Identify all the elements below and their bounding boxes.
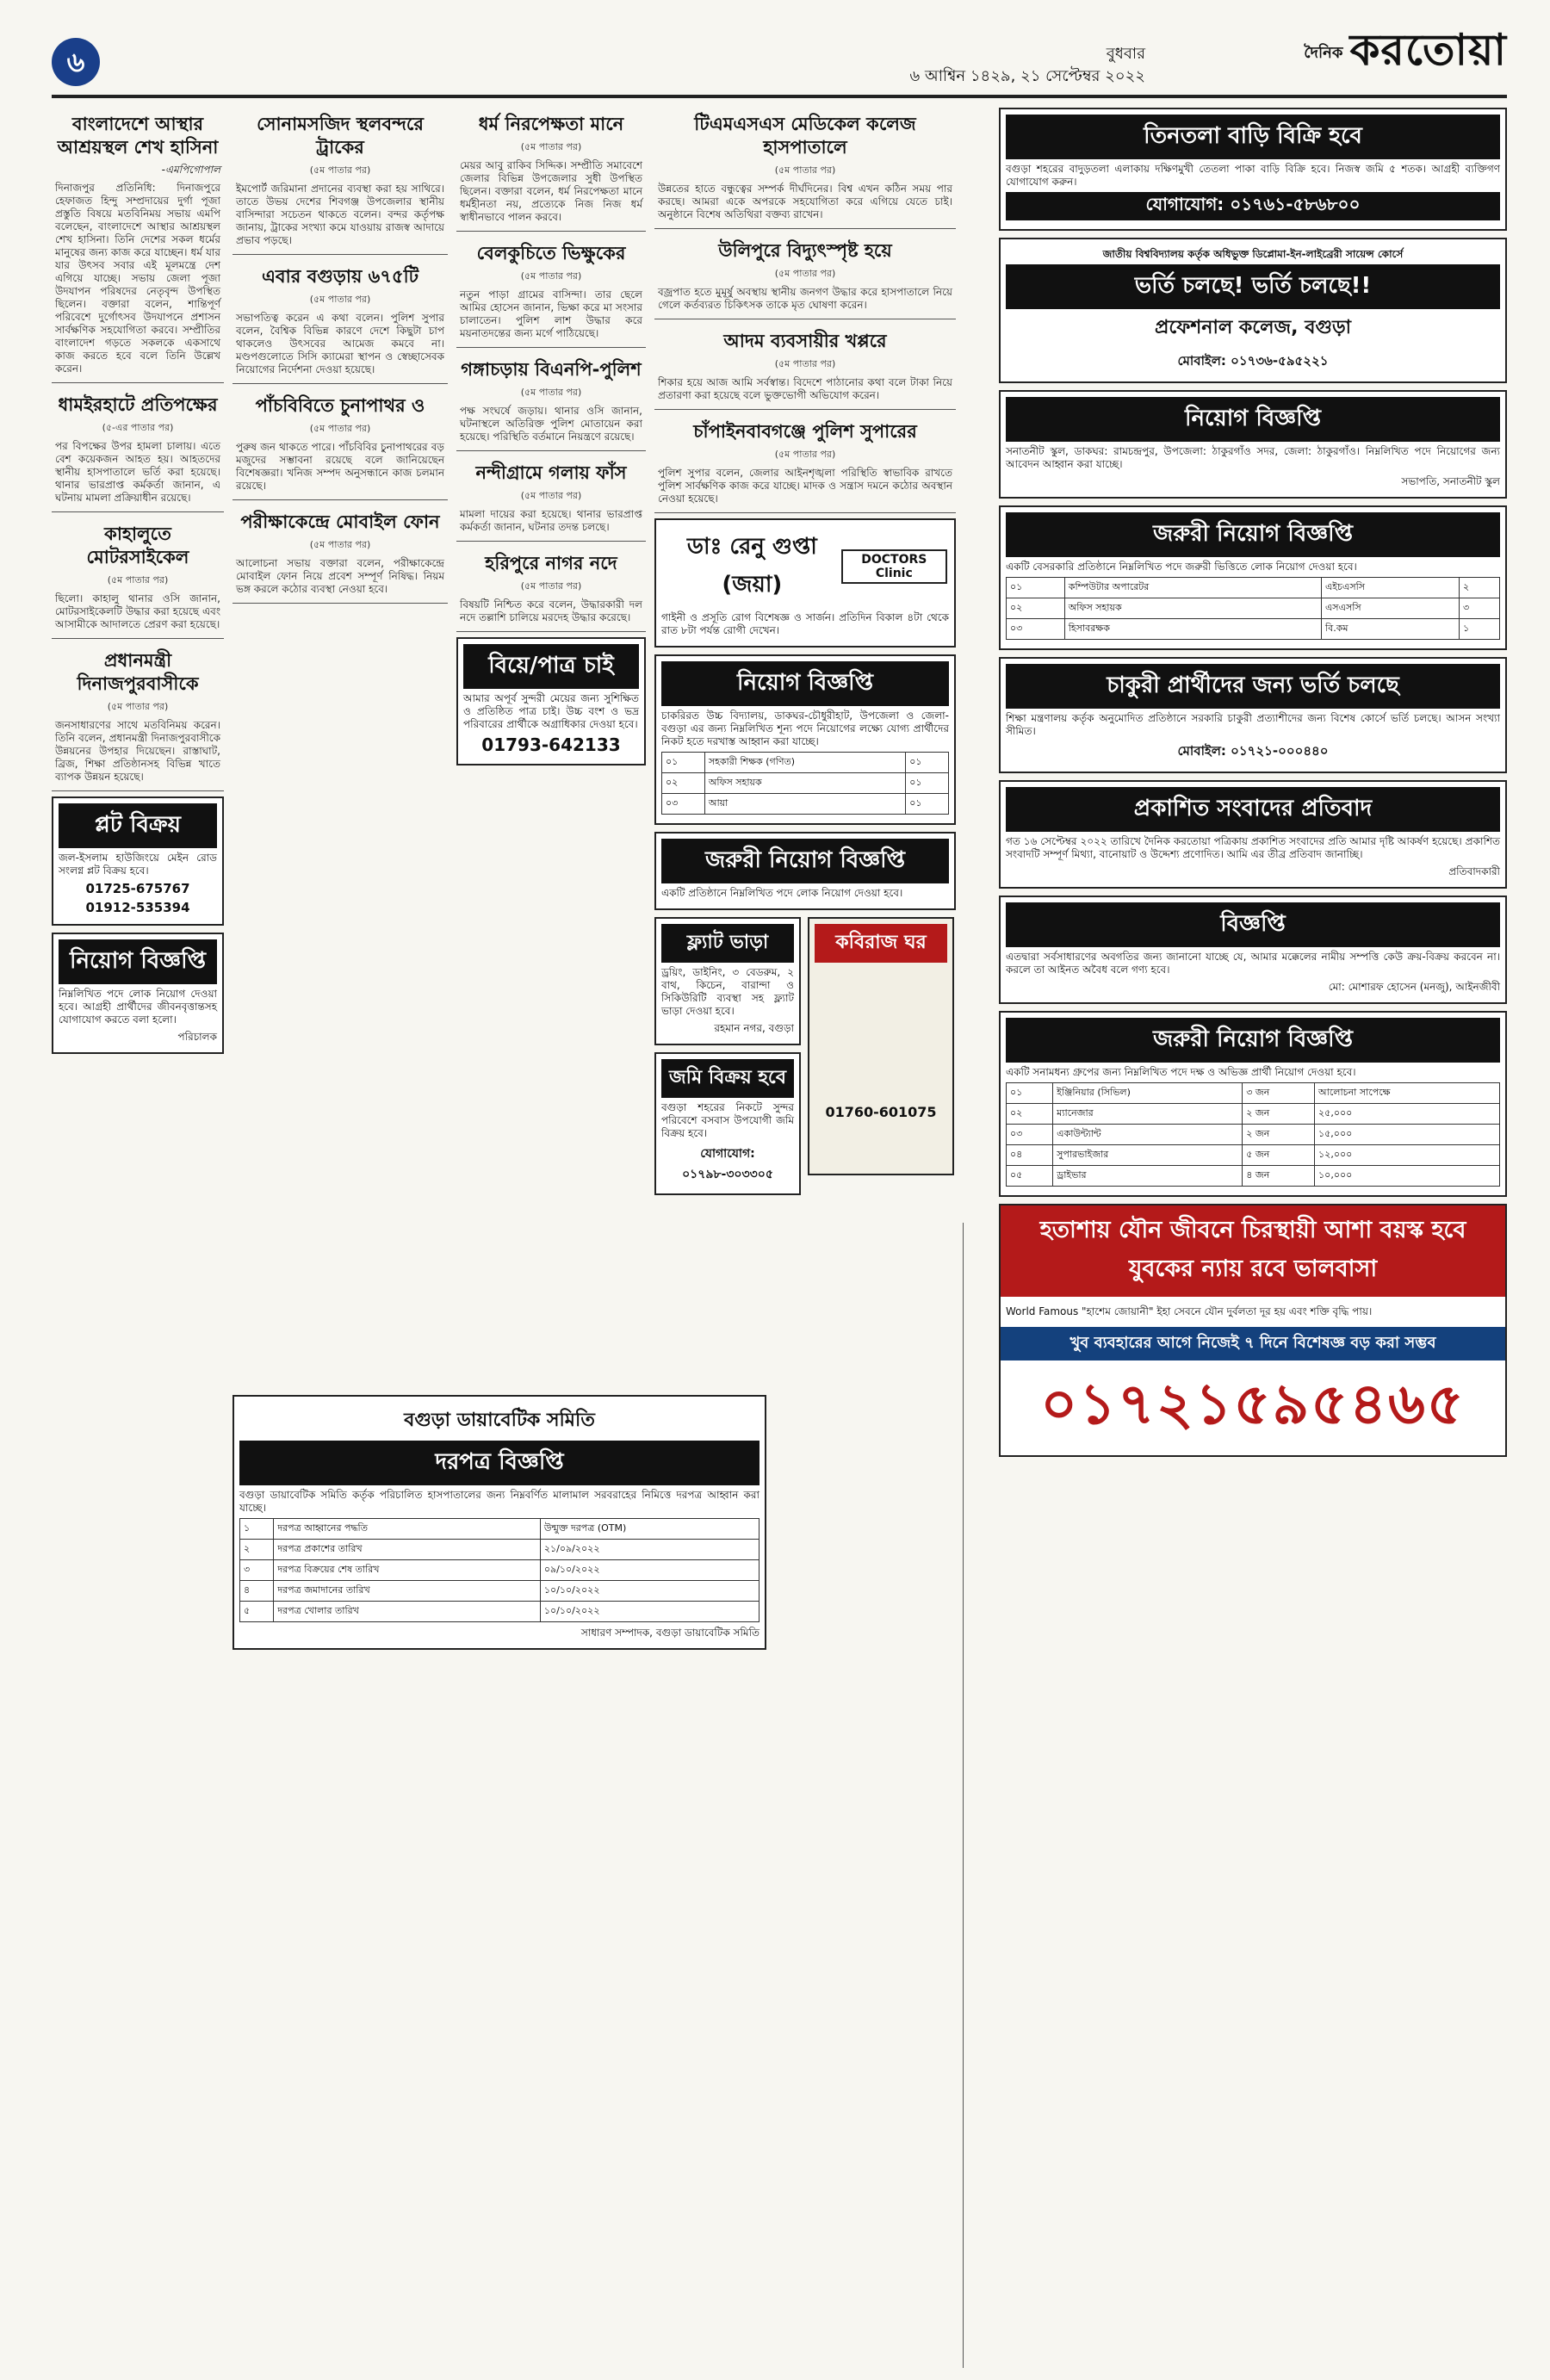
logo-big-text: করতোয়া (1349, 25, 1507, 75)
story-title: টিএমএসএস মেডিকেল কলেজ হাসপাতালে (694, 114, 916, 158)
table-cell: ০২ (662, 773, 705, 794)
table-row (240, 1540, 760, 1560)
continuation-note: (৫ম পাতার পর) (309, 164, 371, 176)
table-cell: ০১ (906, 773, 949, 794)
ad-body: একটি প্রতিষ্ঠানে নিম্নলিখিত পদে লোক নিয়োগ দেওয়া হবে। (661, 887, 903, 899)
story-body: উন্নতের হাতে বন্ধুত্বের সম্পর্ক দীর্ঘদিনের। বিশ্ব এখন কঠিন সময় পার করছে। আমরা একে অপরকে সহযোগিতা করে এগিয়ে যেতে চাই। অনুষ্ঠানে বিশেষ অতিথিরা বক্তব্য রাখেন। (658, 183, 952, 220)
ad-title: জমি বিক্রয় হবে (661, 1059, 794, 1098)
story-body: বজ্রপাত হতে মুমূর্ষু অবস্থায় স্থানীয় জনগণ উদ্ধার করে হাসপাতালে নিয়ে গেলে কর্তব্যরত চিকিৎসক তাকে মৃত ঘোষণা করেন। (658, 286, 952, 311)
story-title: গঙ্গাচড়ায় বিএনপি-পুলিশ (461, 359, 642, 380)
kabiraj-ad (808, 917, 954, 1175)
table-cell: ২ (1460, 578, 1500, 598)
institute-name: প্রফেশনাল কলেজ, বগুড়া (1154, 317, 1352, 338)
story (654, 108, 956, 229)
table-cell: ০৫ (1007, 1166, 1053, 1187)
ad-phone: ০১৭২১৫৯৫৪৬৫ (1040, 1371, 1466, 1437)
job-ad (999, 1011, 1507, 1197)
continuation-note: (৫ম পাতার পর) (309, 539, 371, 550)
table-cell: এইচএসসি (1321, 578, 1459, 598)
story-body: ছিলো। কাহালু থানার ওসি জানান, মোটরসাইকেলটি উদ্ধার করা হয়েছে এবং আসামীকে আদালতে প্রেরণ করা হয়েছে। (55, 592, 220, 630)
table-cell: ১ (1460, 619, 1500, 640)
page-number: ৬ (52, 38, 100, 86)
story-title: পাঁচবিবিতে চুনাপাথর ও (255, 395, 425, 416)
story-body: পক্ষ সংঘর্ষে জড়ায়। থানার ওসি জানান, ঘটনাস্থলে অতিরিক্ত পুলিশ মোতায়েন করা হয়েছে। পরিস্থিতি বর্তমানে নিয়ন্ত্রণে রয়েছে। (460, 405, 642, 443)
ad-phone: যোগাযোগ: ০১৭৯৮-৩০৩৩০৫ (682, 1147, 773, 1181)
continuation-note: (৫-এর পাতার পর) (102, 422, 174, 433)
story-body: বিষয়টি নিশ্চিত করে বলেন, উদ্ধারকারী দল নদে তল্লাশি চালিয়ে মরদেহ উদ্ধার করেছে। (460, 598, 642, 623)
story (456, 108, 646, 232)
table-cell: ১৫,০০০ (1315, 1125, 1500, 1145)
table-cell: ০১ (906, 794, 949, 815)
table-cell: দরপত্র প্রকাশের তারিখ (274, 1540, 541, 1560)
story (232, 108, 448, 255)
table-row (240, 1560, 760, 1581)
story-body: মেয়র আবু রাকিব সিদ্দিক। সম্প্রীতি সমাবেশে জেলার বিভিন্ন উপজেলার সুধী উপস্থিত ছিলেন। বক্তারা বলেন, ধর্ম নিরপেক্ষতা মানে ধর্মহীনতা নয়, প্রত্যেকে নিজ নিজ ধর্ম স্বাধীনভাবে পালন করবে। (460, 159, 642, 223)
story-title: বেলকুচিতে ভিক্ষুকের (476, 243, 626, 263)
ad-body: এতদ্বারা সর্বসাধারণের অবগতির জন্য জানানো যাচ্ছে যে, আমার মক্কেলের নামীয় সম্পত্তি কেউ ক্রয়-বিক্রয় করবেন না। করলে তা আইনত অবৈধ বলে গণ্য হবে। (1006, 951, 1500, 976)
ad-body: বগুড়া ডায়াবেটিক সমিতি কর্তৃক পরিচালিত হাসপাতালের জন্য নিম্নবর্ণিত মালামাল সরবরাহের নিমিত্তে দরপত্র আহ্বান করা যাচ্ছে। (239, 1489, 760, 1514)
table-cell: দরপত্র জমাদানের তারিখ (274, 1581, 541, 1602)
story-body: আলোচনা সভায় বক্তারা বলেন, পরীক্ষাকেন্দ্রে মোবাইল ফোন নিয়ে প্রবেশ সম্পূর্ণ নিষিদ্ধ। নিয়ম ভঙ্গ করলে কঠোর ব্যবস্থা নেওয়া হবে। (236, 557, 444, 595)
table-cell: ১২,০০০ (1315, 1145, 1500, 1166)
story-body: পুরুষ জন থাকতে পারে। পাঁচবিবির চুনাপাথরের বড় মজুদের সম্ভাবনা রয়েছে বলে জানিয়েছেন বিশেষজ্ঞরা। খনিজ সম্পদ অনুসন্ধানে কাজ চলমান রয়েছে। (236, 441, 444, 492)
story (52, 644, 224, 791)
story-body: পর বিপক্ষের উপর হামলা চালায়। এতে বেশ কয়েকজন আহত হয়। আহতদের স্থানীয় হাসপাতালে ভর্তি করা হয়েছে। থানার ভারপ্রাপ্ত কর্মকর্তা জানান, এ ঘটনায় মামলা প্রক্রিয়াধীন রয়েছে। (55, 440, 220, 504)
story-title: ধামইরহাটে প্রতিপক্ষের (58, 394, 218, 415)
table-cell: হিসাবরক্ষক (1064, 619, 1321, 640)
ad-body: বগুড়া শহরের বাদুড়তলা এলাকায় দক্ষিণমুখী তেতলা পাকা বাড়ি বিক্রি হবে। নিজস্ব জমি ৫ শতক। আগ্রহী ব্যক্তিগণ যোগাযোগ করুন। (1006, 163, 1500, 188)
table-row (240, 1581, 760, 1602)
clinic-tag: DOCTORS Clinic (841, 549, 947, 584)
masthead (52, 25, 1507, 98)
ad-body: একটি বেসরকারি প্রতিষ্ঠানে নিম্নলিখিত পদে জরুরী ভিত্তিতে লোক নিয়োগ দেওয়া হবে। (1006, 561, 1357, 573)
protest-ad (999, 780, 1507, 889)
notice-ad (999, 896, 1507, 1004)
job-ad (999, 390, 1507, 499)
ad-body: নিম্নলিখিত পদে লোক নিয়োগ দেওয়া হবে। আগ্রহী প্রার্থীদের জীবনবৃত্তান্তসহ যোগাযোগ করতে বলা হলো। (59, 988, 217, 1026)
table-row (1007, 578, 1500, 598)
ad-banner: হতাশায় যৌন জীবনে চিরস্থায়ী আশা বয়স্ক হবে যুবকের ন্যায় রবে ভালবাসা (1001, 1205, 1505, 1297)
job-table (1006, 1082, 1500, 1187)
ad-signature: সভাপতি, সনাতনীট স্কুল (1401, 475, 1500, 487)
story-title: ধর্ম নিরপেক্ষতা মানে (478, 114, 624, 134)
ad-phone: 01760-601075 (825, 1104, 937, 1120)
ad-body: বগুড়া শহরের নিকটে সুন্দর পরিবেশে বসবাস উপযোগী জমি বিক্রয় হবে। (661, 1101, 794, 1139)
admission-ad (999, 657, 1507, 773)
small-ads-row (654, 917, 956, 1202)
story (654, 325, 956, 410)
story-title: পরীক্ষাকেন্দ্রে মোবাইল ফোন (240, 511, 440, 532)
health-product-ad (999, 1204, 1507, 1457)
table-cell: ০১ (1007, 1083, 1053, 1104)
ad-phone: 01912-535394 (85, 900, 190, 915)
story-body: পুলিশ সুপার বলেন, জেলার আইনশৃঙ্খলা পরিস্থিতি স্বাভাবিক রাখতে পুলিশ সার্বক্ষণিক কাজ করে যাচ্ছে। মাদক ও সন্ত্রাস দমনে কঠোর অবস্থান নেওয়া হয়েছে। (658, 467, 952, 505)
table-row (1007, 619, 1500, 640)
table-row (662, 794, 949, 815)
story-body: জনসাধারণের সাথে মতবিনিময় করেন। তিনি বলেন, প্রধানমন্ত্রী দিনাজপুরবাসীকে উন্নয়নের উপহার দিয়েছেন। রাস্তাঘাট, ব্রিজ, শিক্ষা প্রতিষ্ঠানসহ বিভিন্ন খাতে ব্যাপক উন্নয়ন হয়েছে। (55, 719, 220, 783)
continuation-note: (৫ম পাতার পর) (309, 423, 371, 434)
ad-body: জল-ইসলাম হাউজিংয়ে মেইন রোড সংলগ্ন প্লট বিক্রয় হবে। (59, 852, 217, 877)
ad-note: খুব ব্যবহারের আগে নিজেই ৭ দিনে বিশেষজ্ঞ বড় করা সম্ভব (1001, 1327, 1505, 1360)
story-body: সভাপতিত্ব করেন এ কথা বলেন। পুলিশ সুপার বলেন, বৈশ্বিক বিভিন্ন কারণে দেশে কিছুটা চাপ থাকলেও উৎসবের আমেজ কমবে না। মণ্ডপগুলোতে সিসি ক্যামেরা স্থাপন ও স্বেচ্ছাসেবক নিয়োগের নির্দেশনা দেওয়া হয়েছে। (236, 312, 444, 375)
story (456, 547, 646, 632)
story-title: বাংলাদেশে আস্থার আশ্রয়স্থল শেখ হাসিনা (57, 114, 219, 158)
table-cell: ২৫,০০০ (1315, 1104, 1500, 1125)
table-cell: ইঞ্জিনিয়ার (সিভিল) (1053, 1083, 1243, 1104)
story (52, 388, 224, 512)
story-body: দিনাজপুর প্রতিনিধি: দিনাজপুরে হেফাজত হিন্দু সম্প্রদায়ের দুর্গা পূজা প্রস্তুতি বিষয়ে মতবিনিময় সভায় এমপি বলেছেন, বাংলাদেশে আস্থার আশ্রয়স্থল শেখ হাসিনা। তিনি দেশের সকল ধর্মের মানুষের জন্য কাজ করে যাচ্ছেন। ধর্ম যার যার উৎসব সবার এই মূলমন্ত্রে দেশ এগিয়ে যাচ্ছে। সভায় জেলা পূজা উদযাপন পরিষদের নেতৃবৃন্দ উপস্থিত ছিলেন। বক্তারা বলেন, শান্তিপূর্ণ পরিবেশে দুর্গোৎসব উদযাপনে প্রশাসন সার্বক্ষণিক সহযোগিতা করবে। সম্প্রীতির বাংলাদেশ গড়তে সকলকে একসাথে কাজ করতে হবে বলে তিনি উল্লেখ করেন। (55, 182, 220, 375)
story-title: নন্দীগ্রামে গলায় ফাঁস (475, 462, 627, 483)
ad-signature: রহমান নগর, বগুড়া (714, 1022, 794, 1034)
ad-title: জরুরী নিয়োগ বিজ্ঞপ্তি (1006, 512, 1500, 557)
ad-body: চাকরিরত উচ্চ বিদ্যালয়, ডাকঘর-চৌধুরীহাট, উপজেলা ও জেলা-বগুড়া এর জন্য নিম্নলিখিত শূন্য পদে নিয়োগের লক্ষ্যে যোগ্য প্রার্থীদের নিকট হতে দরখাস্ত আহ্বান করা যাচ্ছে। (661, 710, 949, 747)
ad-phone: যোগাযোগ: ০১৭৬১-৫৮৬৮০০ (1006, 192, 1500, 220)
table-cell: ১০,০০০ (1315, 1166, 1500, 1187)
ad-title: ফ্ল্যাট ভাড়া (661, 924, 794, 963)
table-cell: ০১ (906, 753, 949, 773)
continuation-note: (৫ম পাতার পর) (520, 387, 582, 398)
ad-header (661, 525, 949, 608)
ad-body: ড্রয়িং, ডাইনিং, ৩ বেডরুম, ২ বাথ, কিচেন, বারান্দা ও সিকিউরিটি ব্যবস্থা সহ ফ্ল্যাট ভাড়া দেওয়া হবে। (661, 966, 794, 1017)
table-cell: সহকারী শিক্ষক (গণিত) (704, 753, 905, 773)
tender-block (232, 1395, 766, 1657)
story-body: মামলা দায়ের করা হয়েছে। থানার ভারপ্রাপ্ত কর্মকর্তা জানান, ঘটনার তদন্ত চলছে। (460, 508, 642, 533)
ad-body: আমার অপূর্ব সুন্দরী মেয়ের জন্য সুশিক্ষিত ও প্রতিষ্ঠিত পাত্র চাই। উচ্চ বংশ ও ভদ্র পরিবারের প্রার্থীকে অগ্রাধিকার দেওয়া হবে। (463, 692, 639, 730)
logo-small-text: দৈনিক (1304, 44, 1343, 62)
table-cell: ৩ (240, 1560, 274, 1581)
table-row (1007, 1166, 1500, 1187)
continuation-note: (৫ম পাতার পর) (774, 268, 836, 279)
house-sale-ad (999, 108, 1507, 231)
continuation-note: (৫ম পাতার পর) (520, 490, 582, 501)
table-cell: ড্রাইভার (1053, 1166, 1243, 1187)
ad-body: গাইনী ও প্রসূতি রোগ বিশেষজ্ঞ ও সার্জন। প্রতিদিন বিকাল ৪টা থেকে রাত ৮টা পর্যন্ত রোগী দেখেন। (661, 611, 949, 636)
story-body: নতুন পাড়া গ্রামের বাসিন্দা। তার ছেলে আমির হোসেন জানান, ভিক্ষা করে মা সংসার চালাতেন। পুলিশ লাশ উদ্ধার করে ময়নাতদন্তের জন্য মর্গে পাঠিয়েছে। (460, 288, 642, 339)
date: ৬ আশ্বিন ১৪২৯, ২১ সেপ্টেম্বর ২০২২ (909, 67, 1145, 85)
table-cell: আয়া (704, 794, 905, 815)
story (654, 234, 956, 319)
story-title: উলিপুরে বিদ্যুৎস্পৃষ্ট হয়ে (718, 240, 892, 261)
table-row (1007, 598, 1500, 619)
table-cell: ৪ জন (1243, 1166, 1315, 1187)
ad-title: নিয়োগ বিজ্ঞপ্তি (661, 661, 949, 706)
table-cell: ৫ জন (1243, 1145, 1315, 1166)
ad-subtitle: জাতীয় বিশ্ববিদ্যালয় কর্তৃক অধিভুক্ত ডিপ্লোমা-ইন-লাইব্রেরী সায়েন্স কোর্সে (1102, 248, 1404, 260)
ad-phone: 01725-675767 (85, 881, 190, 896)
land-sale-ad (654, 1052, 801, 1195)
ad-title: প্লট বিক্রয় (59, 803, 217, 848)
table-cell: ০১ (662, 753, 705, 773)
bride-ad (456, 637, 646, 765)
ad-title: নিয়োগ বিজ্ঞপ্তি (59, 939, 217, 984)
table-cell: কম্পিউটার অপারেটর (1064, 578, 1321, 598)
column-4 (654, 108, 956, 1202)
table-row (662, 753, 949, 773)
column-2 (232, 108, 448, 609)
continuation-note: (৫ম পাতার পর) (774, 449, 836, 460)
table-row (662, 773, 949, 794)
table-cell: ০১ (1007, 578, 1065, 598)
continuation-note: (৫ম পাতার পর) (107, 701, 169, 712)
table-cell: ০৩ (1007, 619, 1065, 640)
story-body: ইমপোর্ট জরিমানা প্রদানের ব্যবস্থা করা হয় সাথিরে। তাতে উভয় দেশের শিবগঞ্জ উপজেলার স্থানীয় বাসিন্দারা সচেতন থাকতে বলেন। বন্দর কর্তৃপক্ষ জানায়, ট্রাকের সংখ্যা কমে যাওয়ায় রাজস্ব আদায়ে প্রভাব পড়ছে। (236, 183, 444, 246)
column-1 (52, 108, 224, 1061)
job-ad (52, 933, 224, 1054)
continuation-note: (৫ম পাতার পর) (520, 270, 582, 282)
table-cell: ১ (240, 1519, 274, 1540)
table-cell: ২ জন (1243, 1104, 1315, 1125)
table-cell: ০৪ (1007, 1145, 1053, 1166)
continuation-note: (৫ম পাতার পর) (520, 580, 582, 592)
newspaper-logo (1162, 25, 1507, 90)
column-rule (963, 1223, 995, 2368)
table-cell: ২১/০৯/২০২২ (540, 1540, 759, 1560)
story-title: কাহালুতে মোটরসাইকেল (86, 524, 189, 567)
story (52, 108, 224, 383)
job-table (661, 752, 949, 815)
table-cell: দরপত্র বিক্রয়ের শেষ তারিখ (274, 1560, 541, 1581)
table-row (1007, 1104, 1500, 1125)
story-title: এবার বগুড়ায় ৬৭৫টি (261, 266, 419, 287)
table-row (240, 1602, 760, 1622)
job-ad (654, 832, 956, 910)
table-row (1007, 1083, 1500, 1104)
table-cell: ৪ (240, 1581, 274, 1602)
table-cell: ৩ জন (1243, 1083, 1315, 1104)
job-ad (654, 654, 956, 825)
table-cell: দরপত্র খোলার তারিখ (274, 1602, 541, 1622)
story-title: সোনামসজিদ স্থলবন্দরে ট্রাকের (257, 114, 424, 158)
ad-body: একটি সনামধন্য গ্রুপের জন্য নিম্নলিখিত পদে দক্ষ ও অভিজ্ঞ প্রার্থী নিয়োগ দেওয়া হবে। (1006, 1066, 1356, 1078)
table-cell: ১০/১০/২০২২ (540, 1581, 759, 1602)
table-cell: উন্মুক্ত দরপত্র (OTM) (540, 1519, 759, 1540)
story (654, 415, 956, 513)
table-cell: দরপত্র আহ্বানের পদ্ধতি (274, 1519, 541, 1540)
ad-phone: 01793-642133 (481, 734, 621, 755)
plot-sale-ad (52, 796, 224, 926)
ad-title: নিয়োগ বিজ্ঞপ্তি (1006, 397, 1500, 442)
continuation-note: (৫ম পাতার পর) (774, 358, 836, 369)
ad-signature: সাধারণ সম্পাদক, বগুড়া ডায়াবেটিক সমিতি (580, 1627, 760, 1639)
table-cell: ০৩ (662, 794, 705, 815)
story (232, 260, 448, 384)
story (456, 237, 646, 348)
ad-phone: মোবাইল: ০১৭৩৬-৫৯৫২২১ (1177, 353, 1329, 369)
small-ads-right (808, 917, 954, 1202)
continuation-note: (৫ম পাতার পর) (774, 164, 836, 176)
continuation-note: (৫ম পাতার পর) (520, 141, 582, 152)
ad-title: জরুরী নিয়োগ বিজ্ঞপ্তি (661, 839, 949, 883)
dateline (910, 43, 1145, 88)
story-body: শিকার হয়ে আজ আমি সর্বস্বান্ত। বিদেশে পাঠানোর কথা বলে টাকা নিয়ে প্রতারণা করা হয়েছে বলে ভুক্তভোগী অভিযোগ করেন। (658, 376, 952, 401)
story (232, 389, 448, 500)
tender-table (239, 1518, 760, 1622)
ad-title: দরপত্র বিজ্ঞপ্তি (239, 1441, 760, 1485)
ad-title: বিয়ে/পাত্র চাই (463, 644, 639, 689)
job-ad (999, 505, 1507, 650)
ad-body: সনাতনীট স্কুল, ডাকঘর: রামচন্দ্রপুর, উপজেলা: ঠাকুরগাঁও সদর, জেলা: ঠাকুরগাঁও। নিম্নলিখিত পদে নিয়োগের জন্য আবেদন আহ্বান করা যাচ্ছে। (1006, 445, 1500, 470)
story (232, 505, 448, 604)
table-row (1007, 1145, 1500, 1166)
job-table (1006, 577, 1500, 640)
kabiraj-image-area (815, 963, 947, 1100)
table-cell: ম্যানেজার (1053, 1104, 1243, 1125)
ad-title: ভর্তি চলছে! ভর্তি চলছে!! (1006, 264, 1500, 309)
doctor-ad (654, 518, 956, 648)
table-cell: বি.কম (1321, 619, 1459, 640)
table-cell: ১০/১০/২০২২ (540, 1602, 759, 1622)
table-row (1007, 1125, 1500, 1145)
story (52, 518, 224, 639)
table-cell: ৫ (240, 1602, 274, 1622)
ad-title: চাকুরী প্রার্থীদের জন্য ভর্তি চলছে (1006, 664, 1500, 709)
table-cell: ০৯/১০/২০২২ (540, 1560, 759, 1581)
ad-signature: পরিচালক (177, 1031, 217, 1043)
story-title: প্রধানমন্ত্রী দিনাজপুরবাসীকে (77, 650, 199, 694)
continuation-note: (৫ম পাতার পর) (107, 574, 169, 586)
ad-org: বগুড়া ডায়াবেটিক সমিতি (404, 1410, 595, 1431)
story (456, 456, 646, 542)
story-title: আদম ব্যবসায়ীর খপ্পরে (723, 331, 887, 351)
table-cell: ৩ (1460, 598, 1500, 619)
flat-rent-ad (654, 917, 801, 1045)
diploma-admission-ad (999, 238, 1507, 383)
ad-signature: প্রতিবাদকারী (1448, 865, 1500, 877)
day: বুধবার (1106, 45, 1145, 63)
table-cell: সুপারভাইজার (1053, 1145, 1243, 1166)
table-cell: এসএসসি (1321, 598, 1459, 619)
ad-title: বিজ্ঞপ্তি (1006, 902, 1500, 947)
table-cell: অফিস সহায়ক (704, 773, 905, 794)
ad-title: তিনতলা বাড়ি বিক্রি হবে (1006, 115, 1500, 159)
table-cell: ০২ (1007, 598, 1065, 619)
column-5 (999, 108, 1507, 1464)
ad-body: শিক্ষা মন্ত্রণালয় কর্তৃক অনুমোদিত প্রতিষ্ঠানে সরকারি চাকুরী প্রত্যাশীদের জন্য বিশেষ কোর্সে ভর্তি চলছে। আসন সংখ্যা সীমিত। (1006, 712, 1500, 737)
small-ads-left (654, 917, 801, 1202)
table-cell: অফিস সহায়ক (1064, 598, 1321, 619)
table-row (240, 1519, 760, 1540)
ad-title: প্রকাশিত সংবাদের প্রতিবাদ (1006, 787, 1500, 832)
ad-title: জরুরী নিয়োগ বিজ্ঞপ্তি (1006, 1018, 1500, 1063)
story (456, 353, 646, 451)
ad-title: কবিরাজ ঘর (815, 924, 947, 963)
table-cell: ২ (240, 1540, 274, 1560)
ad-signature: মো: মোশারফ হোসেন (মনজু), আইনজীবী (1328, 981, 1500, 993)
tender-ad (232, 1395, 766, 1650)
column-3 (456, 108, 646, 772)
story-byline: -এমপিগোপাল (161, 164, 220, 176)
table-cell: একাউন্ট্যান্ট (1053, 1125, 1243, 1145)
table-cell: আলোচনা সাপেক্ষে (1315, 1083, 1500, 1104)
ad-title: ডাঃ রেনু গুপ্তা (জয়া) (686, 534, 817, 598)
ad-body: গত ১৬ সেপ্টেম্বর ২০২২ তারিখে দৈনিক করতোয়া পত্রিকায় প্রকাশিত সংবাদের প্রতি আমার দৃষ্টি আকর্ষণ হয়েছে। প্রকাশিত সংবাদটি সম্পূর্ণ মিথ্যা, বানোয়াট ও উদ্দেশ্য প্রণোদিত। আমি এর তীব্র প্রতিবাদ জানাচ্ছি। (1006, 835, 1500, 860)
table-cell: ০৩ (1007, 1125, 1053, 1145)
table-cell: ০২ (1007, 1104, 1053, 1125)
story-title: চাঁপাইনবাবগঞ্জে পুলিশ সুপারের (693, 421, 917, 442)
story-title: হরিপুরে নাগর নদে (485, 553, 617, 573)
continuation-note: (৫ম পাতার পর) (309, 294, 371, 305)
ad-intro: World Famous "হাশেম জোয়ানী" ইহা সেবনে যৌন দুর্বলতা দূর হয় এবং শক্তি বৃদ্ধি পায়। (1006, 1305, 1373, 1317)
ad-phone: মোবাইল: ০১৭২১-০০০৪৪০ (1177, 743, 1329, 759)
table-cell: ২ জন (1243, 1125, 1315, 1145)
